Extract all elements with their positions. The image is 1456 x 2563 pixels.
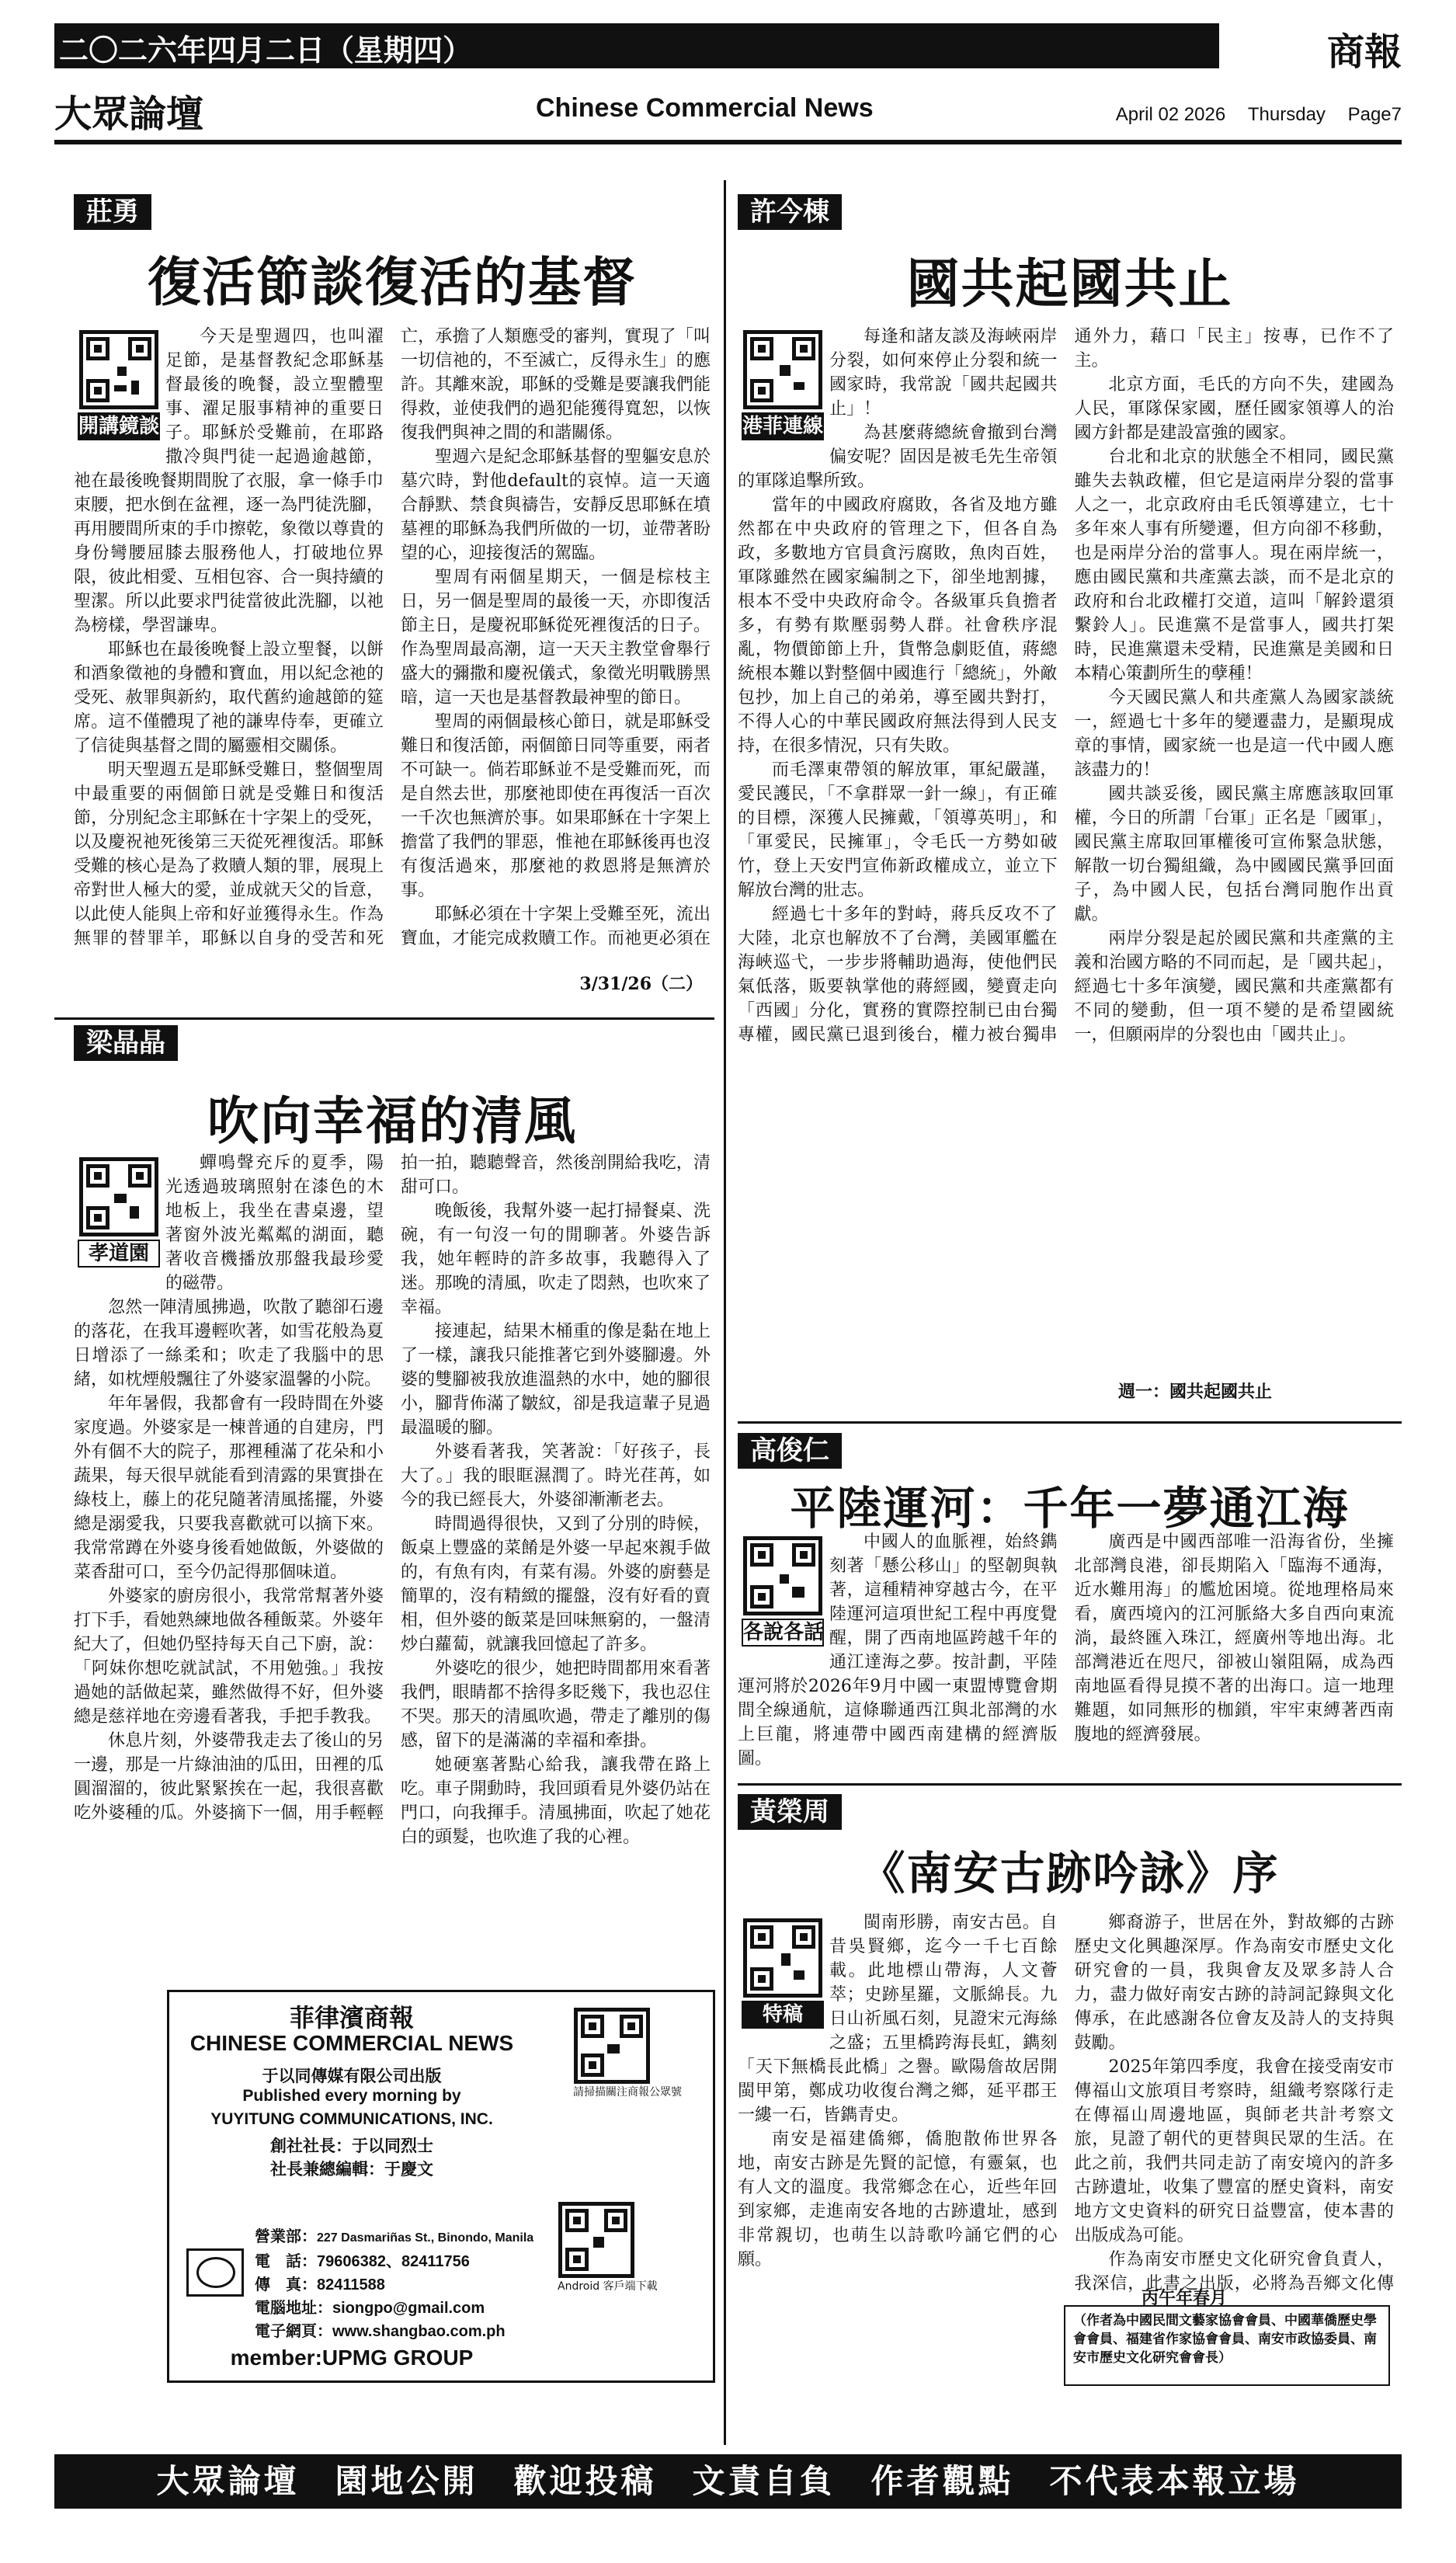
- paragraph: 蟬鳴聲充斥的夏季，陽光透過玻璃照射在漆色的木地板上，我坐在書桌邊，望著窗外波光粼粼的湖面，聽著收音機播放那盤我最珍愛的磁帶。: [165, 1153, 384, 1293]
- paragraph: 接連起，結果木桶重的像是黏在地上了一樣，讓我只能推著它到外婆腳邊。外婆的雙腳被我放進溫熱的水中，她的腳很小，腳背佈滿了皺紋，卻是我這輩子見過最溫暖的腳。: [401, 1322, 711, 1438]
- president: 社長兼總編輯：于慶文: [270, 2161, 433, 2179]
- paragraph: 今天是聖週四，也叫濯足節，是基督教紀念耶穌基督最後的晚餐，設立聖體聖事、濯足服事精神的重要日子。耶穌於受難前，在耶路撒冷與門徒一起過逾越節，祂在最後晚餐期間脫了衣服，拿一條手巾束腰，把水倒在盆裡，逐一為門徒洗腳，再用腰間所束的手巾擦乾，象徵以尊貴的身份彎腰屈膝去服務他人，打破地位界限，彼此相愛、互相包容、合一與持續的聖潔。所以此要求門徒當彼此洗腳，以祂為榜樣，學習謙卑。: [74, 327, 384, 635]
- date-en: April 02 2026: [1115, 104, 1226, 125]
- paragraph: 今天國民黨人和共產黨人為國家談統一，經過七十多年的變遷盡力，是顯現成章的事情，國家統一也是這一代中國人應該盡力的！: [1074, 688, 1394, 780]
- member-line: member:UPMG GROUP: [230, 2346, 474, 2370]
- masthead: [54, 23, 1402, 155]
- paragraph: 時間過得很快，又到了分別的時候，飯桌上豐盛的菜餚是外婆一早起來親手做的，有魚有肉，有菜有湯。外婆的廚藝是簡單的，沒有精緻的擺盤，沒有好看的賣相，但外婆的飯菜是回味無窮的，一盤清炒白蘿蔔，就讓我回憶起了許多。: [401, 1514, 711, 1654]
- paragraph: 她硬塞著點心給我，讓我帶在路上吃。車子開動時，我回頭看見外婆仍站在門口，向我揮手。清風拂面，吹起了她花白的頭髮，也吹進了我的心裡。: [401, 1755, 711, 1847]
- article-body: [738, 1530, 1394, 1777]
- paragraph: 閩南形勝，南安古邑。自昔吳賢鄉，迄今一千七百餘載。此地標山帶海，人文薈萃；史跡星羅，文脈綿長。九日山祈風石刻，見證宋元海絲之盛；五里橋跨海長虹，鐫刻「天下無橋長此橋」之譽。歐陽詹故居開閩甲第，鄭成功收復台灣之鄉，延平郡王一縷一石，皆鐫青史。: [738, 1913, 1058, 2125]
- contact-list: [255, 2225, 534, 2343]
- article-body: [74, 1151, 711, 1982]
- paragraph: 外婆看著我，笑著說：「好孩子，長大了。」我的眼眶濕潤了。時光荏苒，如今的我已經長大，外婆卻漸漸老去。: [401, 1442, 711, 1510]
- byline: 莊勇: [74, 194, 151, 230]
- paragraph: 2025年第四季度，我會在接受南安市傳福山文旅項目考察時，組織考察隊行走在傳福山周邊地區，與師老共計考察文旅，見證了朝代的更替與民眾的生活。在此之前，我們共同走訪了南安境內的許多古跡遺址，收集了豐富的歷史資料，南安地方文史資料的研究日益豐富，使本書的出版成為可能。: [1074, 2057, 1394, 2245]
- article-kmt: [738, 194, 1402, 1414]
- article-body: [738, 1911, 1394, 2299]
- paper-name-en: Chinese Commercial News: [536, 93, 874, 123]
- article-body-tail: [738, 2299, 1048, 2446]
- weekday-en: Thursday: [1247, 104, 1326, 125]
- section-title: 大眾論壇: [54, 92, 204, 136]
- date-cn: 二〇二六年四月二日（星期四）: [59, 33, 473, 68]
- byline: 黃榮周: [738, 1794, 842, 1830]
- email-link[interactable]: siongpo@gmail.com: [332, 2300, 485, 2317]
- footer-slogan: 大眾論壇 園地公開 歡迎投稿 文責自負 作者觀點 不代表本報立場: [54, 2454, 1402, 2509]
- paragraph: 兩岸分裂是起於國民黨和共產黨的主義和治國方略的不同而起，是「國共起」，經過七十多年演變，國民黨和共產黨都有不同的變動，但一項不變的是希望國統一，但願兩岸的分裂也由「國共止」。: [1074, 929, 1394, 1045]
- website-link[interactable]: www.shangbao.com.ph: [332, 2323, 506, 2340]
- publisher-company-cn: 于以同傳媒有限公司出版: [262, 2067, 442, 2085]
- byline: 許今棟: [738, 194, 842, 230]
- article-body: [738, 325, 1394, 1369]
- paragraph: 明天聖週五是耶穌受難日，整個聖周中最重要的兩個節日就是受難日和復活節，分別紀念主耶穌在十字架上的受死，以及慶祝祂死後第三天從死裡復活。耶穌受難的核心是為了救贖人類的罪，展現上帝對世人極大的愛，並成就天父的旨意，以此使人能與上帝和好並獲得永生。作為無罪的替罪羊，耶穌以自身的受苦和死亡，承擔了人類應受的審判，實現了「叫一切信祂的，不至滅亡，反得永生」的應許。其離來說，耶穌的受難是要讓我們能得救，並使我們的過犯能獲得寬恕，以恢復我們與神之間的和諧關係。: [74, 327, 711, 948]
- byline: 梁晶晶: [74, 1025, 178, 1061]
- qr-caption: 港菲連線: [742, 412, 824, 440]
- paragraph: 休息片刻，外婆帶我走去了後山的另一邊，那是一片綠油油的瓜田，田裡的瓜圓溜溜的，彼此緊緊挨在一起，我很喜歡吃外婆種的瓜。外婆摘下一個，用手輕輕拍一拍，聽聽聲音，然後剖開給我吃，清甜可口。: [74, 1153, 711, 1823]
- article-easter: [74, 194, 711, 1010]
- paper-name: 商報: [1326, 30, 1402, 74]
- qr-caption: 各說各話: [742, 1619, 824, 1647]
- section-divider: [738, 1783, 1402, 1786]
- date-signature: 丙午年春月: [1142, 2288, 1228, 2308]
- paragraph: 外婆家的廚房很小，我常常幫著外婆打下手，看她熟練地做各種飯菜。外婆年紀大了，但她仍堅持每天自己下廚，說：「阿妹你想吃就試試，不用勉強。」我按過她的話做起菜，雖然做得不好，但外婆總是慈祥地在旁邊看著我，手把手教我。: [74, 1587, 384, 1727]
- paragraph: 國共談妥後，國民黨主席應該取回軍權，今日的所謂「台軍」正名是「國軍」，國民黨主席取回軍權後可宣佈緊急狀態，解散一切台獨組織，為中國國民黨爭回面子，為中國人民，包括台灣同胞作出貢獻。: [1074, 784, 1394, 924]
- paragraph: 耶穌也在最後晚餐上設立聖餐，以餅和酒象徵祂的身體和寶血，用以紀念祂的受死、赦罪與新約，取代舊約逾越節的筵席。這不僅體現了祂的謙卑侍奉，更確立了信徒與基督之間的屬靈相交關係。: [74, 640, 384, 756]
- column-divider: [724, 180, 726, 2445]
- page-number: Page7: [1347, 104, 1402, 125]
- publisher-title: 菲律濱商報: [289, 2003, 414, 2033]
- fax-number: 82411588: [317, 2276, 385, 2293]
- android-qr-code[interactable]: [558, 2202, 658, 2293]
- published-line: Published every morning by: [242, 2087, 461, 2105]
- date-bar: [54, 23, 1219, 68]
- email-label: 電腦地址：: [255, 2300, 332, 2317]
- paragraph: 外婆吃的很少，她把時間都用來看著我們，眼睛都不捨得多眨幾下，我也忍住不哭。那天的清風吹過，帶走了離別的傷感，留下的是滿滿的幸福和牽掛。: [401, 1659, 711, 1751]
- masthead-rule: [54, 140, 1402, 144]
- paragraph: 忽然一陣清風拂過，吹散了聽卻石邊的落花，在我耳邊輕吹著，如雪花般為夏日增添了一絲柔和；吹走了我腦中的思緒，如枕煙般飄往了外婆家溫馨的小院。: [74, 1298, 384, 1389]
- paragraph: 北京方面，毛氏的方向不失，建國為人民，軍隊保家國，歷任國家領導人的治國方針都是建設富強的國家。: [1074, 375, 1394, 443]
- office-label: 營業部：: [255, 2228, 317, 2245]
- fax-label: 傳 真：: [255, 2276, 317, 2293]
- office-address: 227 Dasmariñas St., Binondo, Manila: [317, 2231, 534, 2245]
- phone-number: 79606382、82411756: [317, 2253, 470, 2270]
- article-canal-text: [738, 1530, 1402, 1782]
- paragraph: 鄉裔游子，世居在外，對故鄉的古跡歷史文化興趣深厚。作為南安市歷史文化研究會的一員，我與會友及眾多詩人合力，盡力做好南安古跡的詩詞記錄與文化傳承，在此感謝各位會友及詩人的支持與鼓勵。: [1074, 1913, 1394, 2053]
- publisher-name-en: CHINESE COMMERCIAL NEWS: [189, 2031, 514, 2055]
- headline: 吹向幸福的清風: [207, 1090, 577, 1151]
- paragraph: 作為南安市歷史文化研究會負責人，我深信，此書之出版，必將為吾鄉文化傳: [1074, 2250, 1394, 2293]
- headline: 平陸運河：千年一夢通江海: [790, 1482, 1350, 1535]
- paragraph: 耶穌必須在十字架上受難至死，流出寶血，才能完成救贖工作。而祂更必須在: [401, 905, 711, 948]
- article-breeze: [74, 1025, 711, 1988]
- page-info: [1099, 104, 1402, 126]
- android-qr-caption: Android 客戶端下載: [558, 2280, 658, 2293]
- article-body: [74, 325, 711, 962]
- paragraph: 每逢和諸友談及海峽兩岸分裂，如何來停止分裂和統一國家時，我常說「國共起國共止」！: [829, 327, 1058, 419]
- section-divider: [54, 1017, 714, 1020]
- author-note: （作者為中國民間文藝家協會會員、中國華僑歷史學會會員、福建省作家協會會員、南安市政協委員、南安市歷史文化研究會會長）: [1064, 2305, 1390, 2386]
- wechat-qr-caption: 請掃描關注商報公眾號: [573, 2086, 682, 2099]
- paragraph: 聖周有兩個星期天，一個是棕枝主日，另一個是聖周的最後一天，亦即復活節主日，是慶祝耶穌從死裡復活的日子。作為聖周最高潮，這一天天主教堂會舉行盛大的彌撒和慶祝儀式，象徵光明戰勝黑暗，這一天也是基督教最神聖的節日。: [401, 568, 711, 708]
- paragraph: 南安是福建僑鄉，僑胞散佈世界各地，南安古跡是先賢的記憶，有靈氣，也有人文的溫度。我常鄉念在心，近些年回到家鄉，走進南安各地的古跡遺址，感到非常親切，也萌生以詩歌吟誦它們的心願。: [738, 2130, 1058, 2269]
- wechat-qr-code[interactable]: [573, 2008, 682, 2099]
- paragraph: 晚飯後，我幫外婆一起打掃餐桌、洗碗，有一句沒一句的閒聊著。外婆告訴我，她年輕時的許多故事，我聽得入了迷。那晚的清風，吹走了悶熱，也吹來了幸福。: [401, 1202, 711, 1317]
- paragraph: 廣西是中國西部唯一沿海省份，坐擁北部灣良港，卻長期陷入「臨海不通海，近水難用海」的尷尬困境。從地理格局來看，廣西境內的江河脈絡大多自西向東流淌，最終匯入珠江，經廣州等地出海。北部灣港近在咫尺，卻被山嶺阻隔，成為西南地區看得見摸不著的出海口。這一地理難題，如同無形的枷鎖，牢牢束縛著西南腹地的經濟發展。: [1074, 1532, 1394, 1744]
- publisher-box: [167, 1990, 715, 2383]
- headline: 復活節談復活的基督: [147, 252, 637, 314]
- headline: 《南安古跡吟詠》序: [860, 1847, 1280, 1900]
- qr-caption: 孝道園: [78, 1240, 160, 1268]
- paragraph: 經過七十多年的對峙，蔣兵反攻不了大陸，北京也解放不了台灣，美國軍艦在海峽巡弋，一步步將輔助過海，使他們民氣低落，販要執掌他的蔣經國，變賣走向「西國」分化，實務的實際控制已由台獨專權，國民黨已退到後台，權力被台獨串通外力，藉口「民主」按專，已作不了主。: [738, 327, 1394, 1045]
- founder: 創社社長：于以同烈士: [270, 2137, 433, 2155]
- upmg-logo-icon: [186, 2248, 244, 2297]
- paragraph: 而毛澤東帶領的解放軍，軍紀嚴謹，愛民護民，「不拿群眾一針一線」，有正確的目標，深獲人民擁戴，「領導英明」，和「軍愛民，民擁軍」，令毛氏一方勢如破竹，登上天安門宣佈新政權成立，並立下解放台灣的壯志。: [738, 760, 1058, 900]
- paragraph: 聖週六是紀念耶穌基督的聖軀安息於墓穴時，對他default的哀悼。這一天適合靜默、禁食與禱告，安靜反思耶穌在墳墓裡的耶穌為我們所做的一切，並帶著盼望的心，迎接復活的駕臨。: [401, 447, 711, 563]
- paragraph: 中國人的血脈裡，始終鐫刻著「懸公移山」的堅韌與執著，這種精神穿越古今，在平陸運河這項世紀工程中再度覺醒，開了西南地區跨越千年的通江達海之夢。按計劃，平陸運河將於2026年9月中國一東盟博覽會期間全線通航，這條聯通西江與北部灣的水上巨龍，將連帶中國西南建構的經濟版圖。: [738, 1532, 1058, 1768]
- phone-label: 電 話：: [255, 2253, 317, 2270]
- paragraph: 當年的中國政府腐敗，各省及地方雖然都在中央政府的管理之下，但各自為政，多數地方官員貪污腐敗，魚肉百姓，軍隊雖然在國家編制之下，卻坐地割據，根本不受中央政府命令。各級軍兵負擔者多，有勢有欺壓弱勢人群。社會秩序混亂，物價節節上升，貨幣急劇貶值，蔣總統根本難以對整個中國進行「總統」，外敵包抄，加上自己的弟弟，導至國共對打，不得人心的中華民國政府無法得到人民支持，在很多情況，只有失敗。: [738, 496, 1058, 756]
- qr-caption: 開講鏡談: [78, 412, 160, 440]
- date-signature: 週一：國共起國共止: [1118, 1382, 1273, 1402]
- qr-caption: 特稿: [742, 2001, 824, 2029]
- paragraph: 為甚麼蔣總統會撤到台灣偏安呢？固因是被毛先生帝領的軍隊追擊所致。: [738, 423, 1058, 491]
- headline: 國共起國共止: [906, 253, 1233, 315]
- publisher-company-en: YUYITUNG COMMUNICATIONS, INC.: [210, 2110, 493, 2128]
- section-divider: [738, 1421, 1402, 1424]
- byline: 高俊仁: [738, 1433, 842, 1469]
- web-label: 電子網頁：: [255, 2323, 332, 2340]
- paragraph: 聖周的兩個最核心節日，就是耶穌受難日和復活節，兩個節日同等重要，兩者不可缺一。倘若耶穌並不是受難而死，而是自然去世，那麼祂即使在再復活一百次一千次也無濟於事。如果耶穌在十字架上擔當了我們的罪惡，惟祂在耶穌後再也沒有復活過來，那麼祂的救恩將是無濟於事。: [401, 712, 711, 900]
- date-signature: 3/31/26（二）: [579, 974, 703, 994]
- paragraph: 年年暑假，我都會有一段時間在外婆家度過。外婆家是一棟普通的自建房，門外有個不大的院子，那裡種滿了花朵和小蔬果，每天很早就能看到清露的果實掛在綠枝上，藤上的花兒隨著清風搖擺，外婆總是溺愛我，只要我喜歡就可以摘下來。我常常蹲在外婆身後看她做飯，外婆做的菜香甜可口，至今仍記得那個味道。: [74, 1394, 384, 1582]
- paragraph: 台北和北京的狀態全不相同，國民黨雖失去執政權，但它是這兩岸分裂的當事人之一，北京政府由毛氏領導建立，七十多年來人事有所變遷，但方向卻不移動，也是兩岸分治的當事人。現在兩岸統一，應由國民黨和共產黨去談，而不是北京的政府和台北政權打交道，這叫「解鈴還須繫鈴人」。民進黨不是當事人，國共打架時，民進黨還未受精，民進黨是美國和日本精心策劃所生的孽種！: [1074, 447, 1394, 683]
